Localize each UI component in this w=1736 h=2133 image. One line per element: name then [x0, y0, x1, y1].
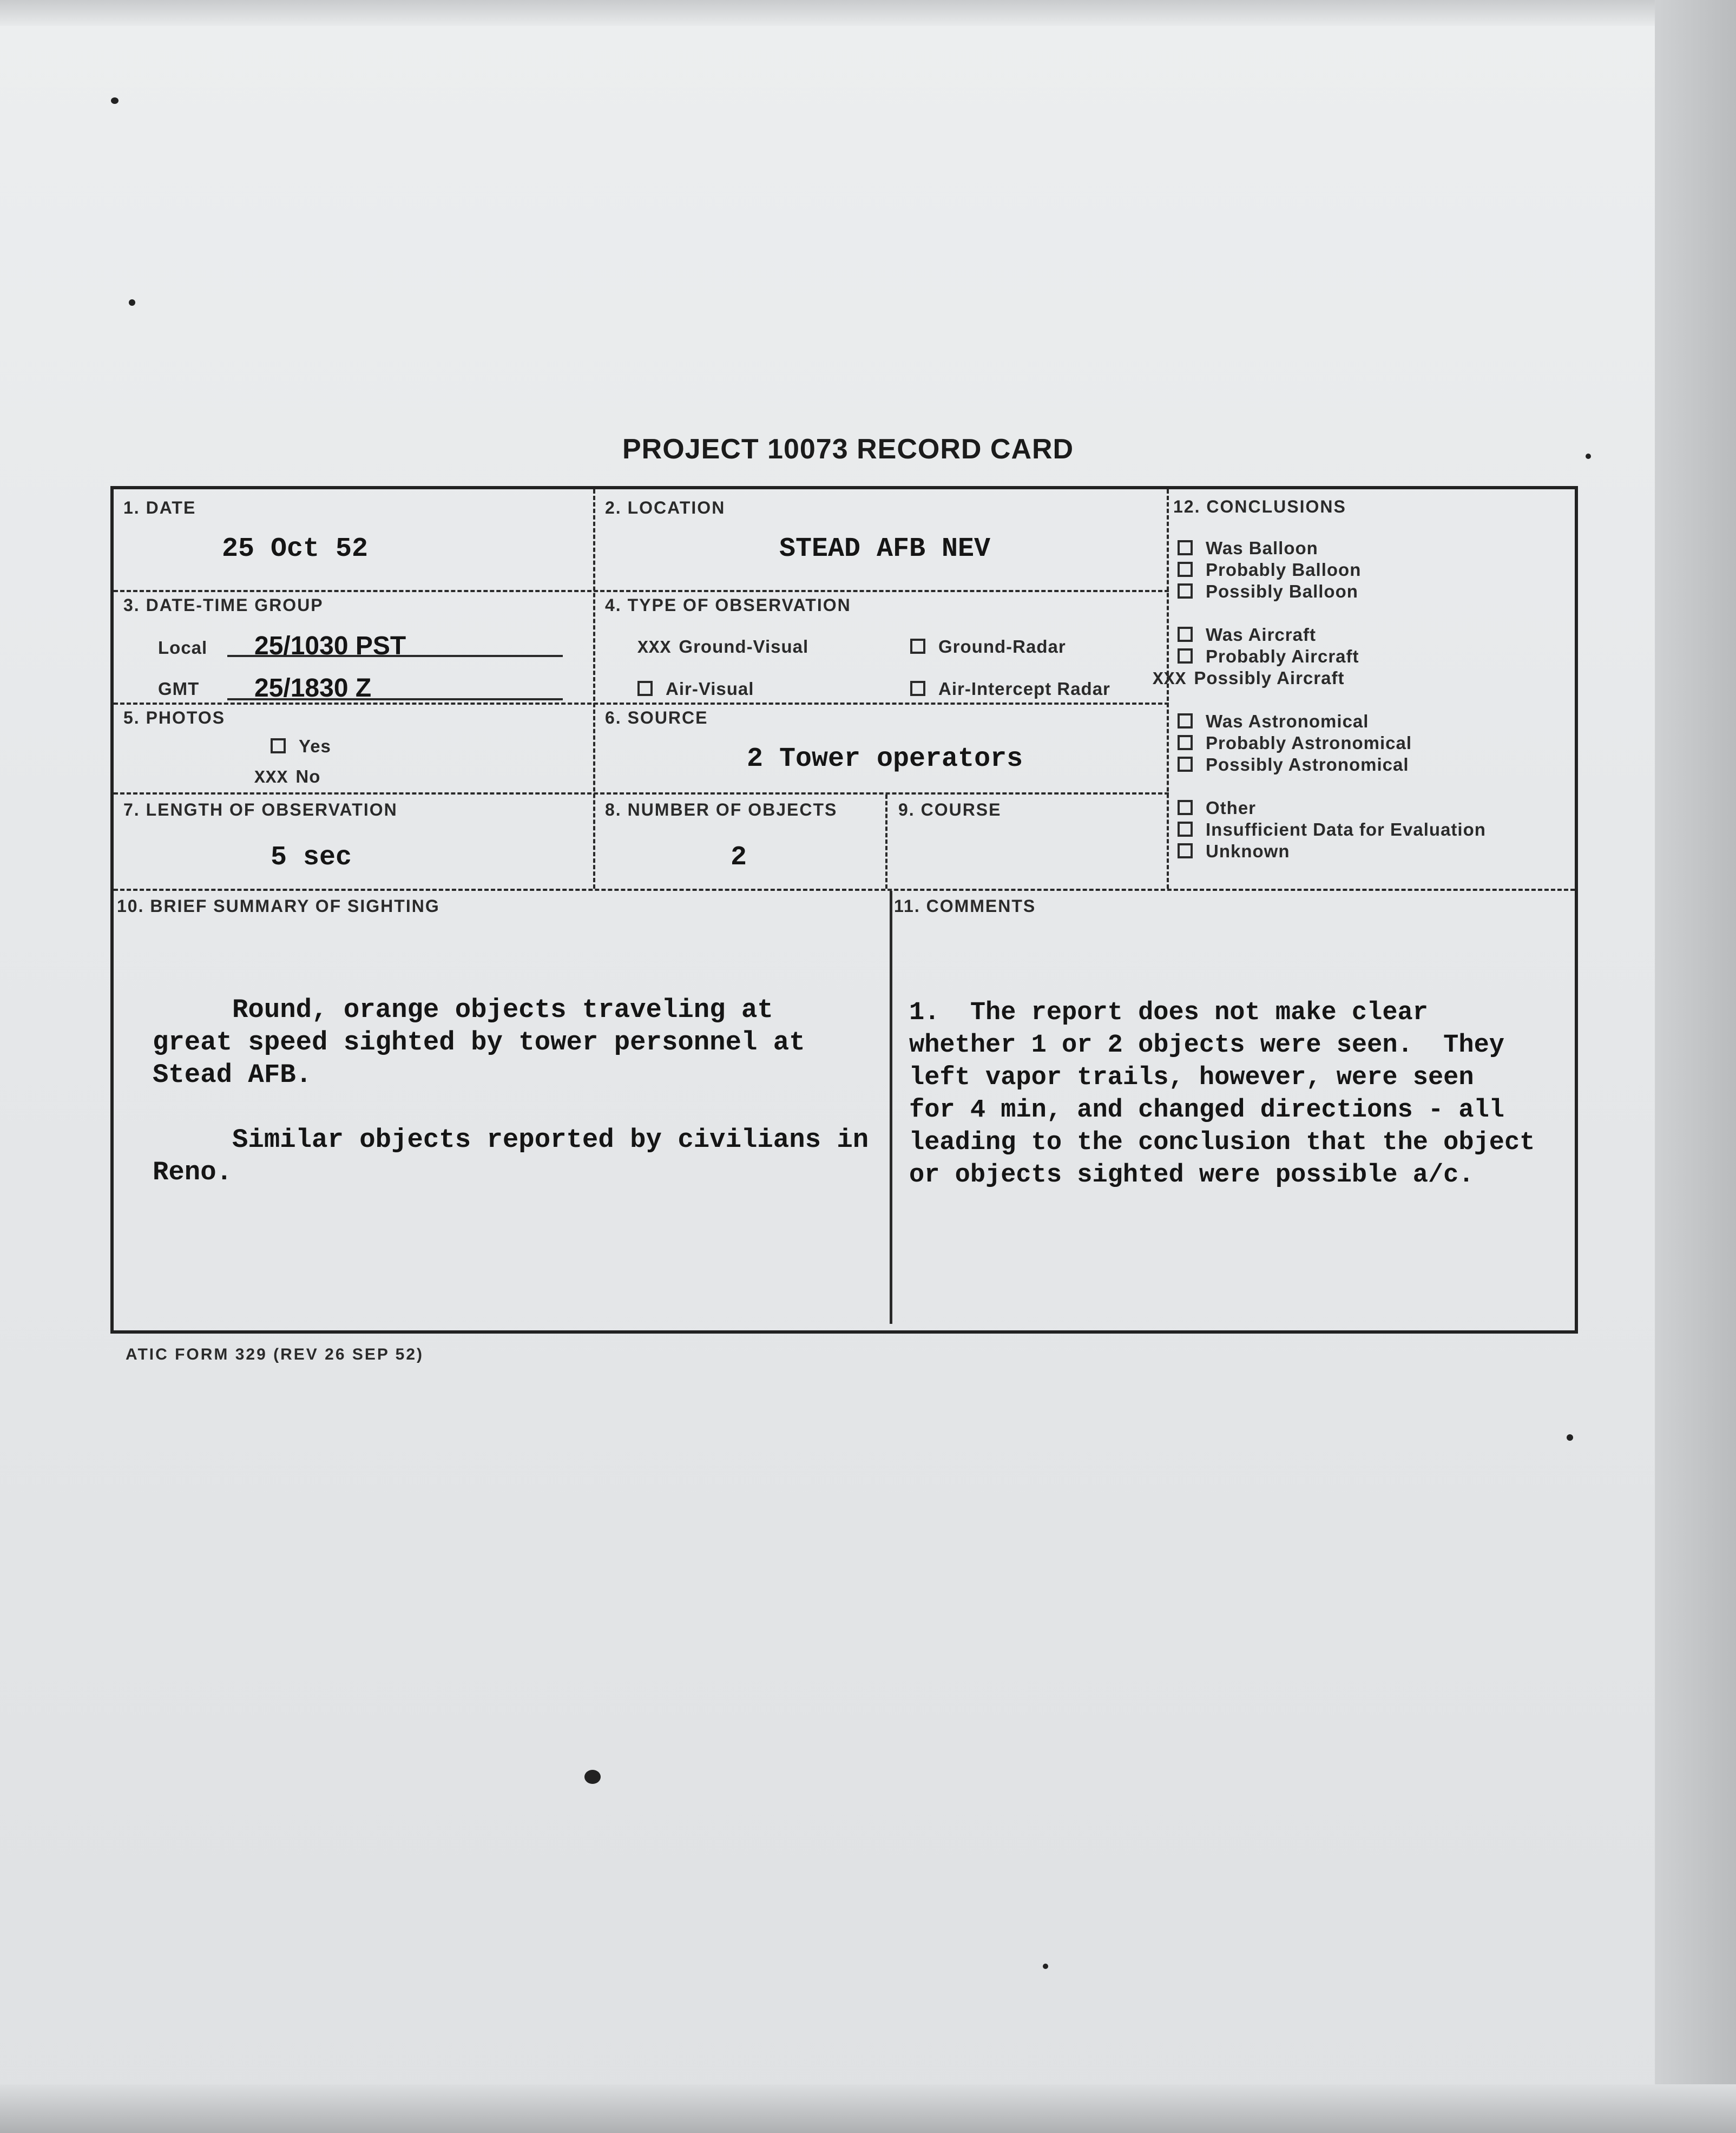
checkbox [637, 681, 653, 696]
option-label: Was Balloon [1206, 538, 1318, 558]
option-label: Probably Astronomical [1206, 733, 1412, 753]
length-of-observation-value: 5 sec [271, 842, 352, 873]
checkbox [271, 738, 286, 753]
comments-label: 11. COMMENTS [894, 896, 1036, 916]
option-label: Air-Visual [666, 679, 754, 699]
column-divider [885, 795, 887, 889]
option-label: Ground-Radar [938, 636, 1066, 657]
option-air-intercept-radar[interactable] [910, 679, 1110, 699]
scan-speck [1586, 454, 1591, 459]
length-of-observation-label: 7. LENGTH OF OBSERVATION [123, 800, 398, 819]
date-time-group-label: 3. DATE-TIME GROUP [123, 595, 324, 615]
card-title: PROJECT 10073 RECORD CARD [622, 434, 1074, 465]
option-label: Insufficient Data for Evaluation [1206, 819, 1486, 839]
type-of-observation-label: 4. TYPE OF OBSERVATION [605, 595, 851, 615]
scan-speck [111, 97, 119, 104]
checkbox [1178, 757, 1193, 772]
gmt-time-label: GMT [158, 679, 200, 699]
scan-right-edge [1655, 0, 1736, 2133]
option-label: Ground-Visual [679, 636, 809, 657]
option-label: Air-Intercept Radar [938, 679, 1110, 699]
scan-bottom-edge [0, 2084, 1736, 2133]
column-divider [890, 891, 892, 1324]
checkbox [910, 681, 925, 696]
conclusion-insufficient-data[interactable] [1178, 819, 1486, 840]
conclusion-was-balloon[interactable] [1178, 538, 1318, 559]
comments-text: 1. The report does not make clear whether 1 or 2 objects were seen. They left vapor trails, however, were seen for 4 min, and changed directions - all leading to the conclusion that the object or objects sighted were possible a/c. [909, 999, 1535, 1190]
option-label: Other [1206, 798, 1257, 818]
scan-speck [584, 1770, 601, 1784]
checkbox [910, 639, 925, 654]
selected-mark: XXX [637, 638, 672, 658]
option-label: Probably Aircraft [1206, 646, 1359, 666]
local-time-value: 25/1030 PST [254, 632, 406, 660]
row-divider [114, 889, 1575, 891]
conclusion-unknown[interactable] [1178, 841, 1290, 862]
summary-label: 10. BRIEF SUMMARY OF SIGHTING [117, 896, 440, 916]
checkbox [1178, 713, 1193, 728]
local-time-label: Local [158, 638, 208, 658]
scan-speck [129, 299, 135, 306]
option-label: Yes [299, 736, 331, 756]
scan-speck [1043, 1964, 1048, 1969]
option-photos-no[interactable] [254, 766, 320, 788]
selected-mark: XXX [254, 768, 288, 788]
checkbox [1178, 843, 1193, 858]
checkbox [1178, 800, 1193, 815]
checkbox [1178, 822, 1193, 837]
column-divider [593, 489, 595, 889]
gmt-time-value: 25/1830 Z [254, 674, 372, 703]
checkbox [1178, 627, 1193, 642]
option-label: Probably Balloon [1206, 560, 1362, 580]
conclusions-label: 12. CONCLUSIONS [1173, 497, 1346, 516]
option-ground-radar[interactable] [910, 636, 1066, 657]
number-of-objects-value: 2 [731, 842, 747, 873]
photos-label: 5. PHOTOS [123, 708, 226, 727]
checkbox [1178, 735, 1193, 750]
option-label: Possibly Astronomical [1206, 754, 1409, 775]
checkbox [1178, 540, 1193, 555]
selected-mark: XXX [1153, 670, 1187, 690]
conclusion-possibly-astronomical[interactable] [1178, 754, 1409, 775]
row-divider [114, 792, 1169, 795]
conclusion-was-astronomical[interactable] [1178, 711, 1369, 732]
date-value: 25 Oct 52 [222, 534, 369, 565]
option-label: No [295, 766, 321, 786]
checkbox [1178, 562, 1193, 577]
summary-text: Round, orange objects traveling at great speed sighted by tower personnel at Stead AFB. Similar objects reported by civilians in Reno. [153, 995, 869, 1187]
conclusion-other[interactable] [1178, 798, 1256, 818]
conclusion-probably-balloon[interactable] [1178, 560, 1361, 580]
option-label: Was Aircraft [1206, 625, 1316, 645]
source-label: 6. SOURCE [605, 708, 708, 727]
number-of-objects-label: 8. NUMBER OF OBJECTS [605, 800, 838, 819]
conclusion-possibly-balloon[interactable] [1178, 581, 1358, 602]
option-label: Was Astronomical [1206, 711, 1369, 731]
option-label: Possibly Aircraft [1194, 668, 1345, 688]
conclusion-possibly-aircraft[interactable] [1153, 668, 1344, 690]
scan-top-edge [0, 0, 1736, 26]
option-air-visual[interactable] [637, 679, 754, 699]
conclusion-probably-astronomical[interactable] [1178, 733, 1412, 753]
checkbox [1178, 648, 1193, 664]
scan-speck [1567, 1434, 1573, 1441]
form-footer: ATIC FORM 329 (REV 26 SEP 52) [126, 1346, 424, 1363]
option-label: Possibly Balloon [1206, 581, 1358, 601]
location-label: 2. LOCATION [605, 498, 726, 517]
location-value: STEAD AFB NEV [779, 534, 991, 565]
option-label: Unknown [1206, 841, 1290, 861]
conclusion-probably-aircraft[interactable] [1178, 646, 1359, 667]
option-photos-yes[interactable] [271, 736, 331, 757]
option-ground-visual[interactable] [637, 636, 808, 658]
conclusion-was-aircraft[interactable] [1178, 625, 1316, 645]
date-label: 1. DATE [123, 498, 196, 517]
row-divider [114, 590, 1169, 592]
checkbox [1178, 583, 1193, 599]
course-label: 9. COURSE [898, 800, 1002, 819]
source-value: 2 Tower operators [747, 744, 1023, 775]
